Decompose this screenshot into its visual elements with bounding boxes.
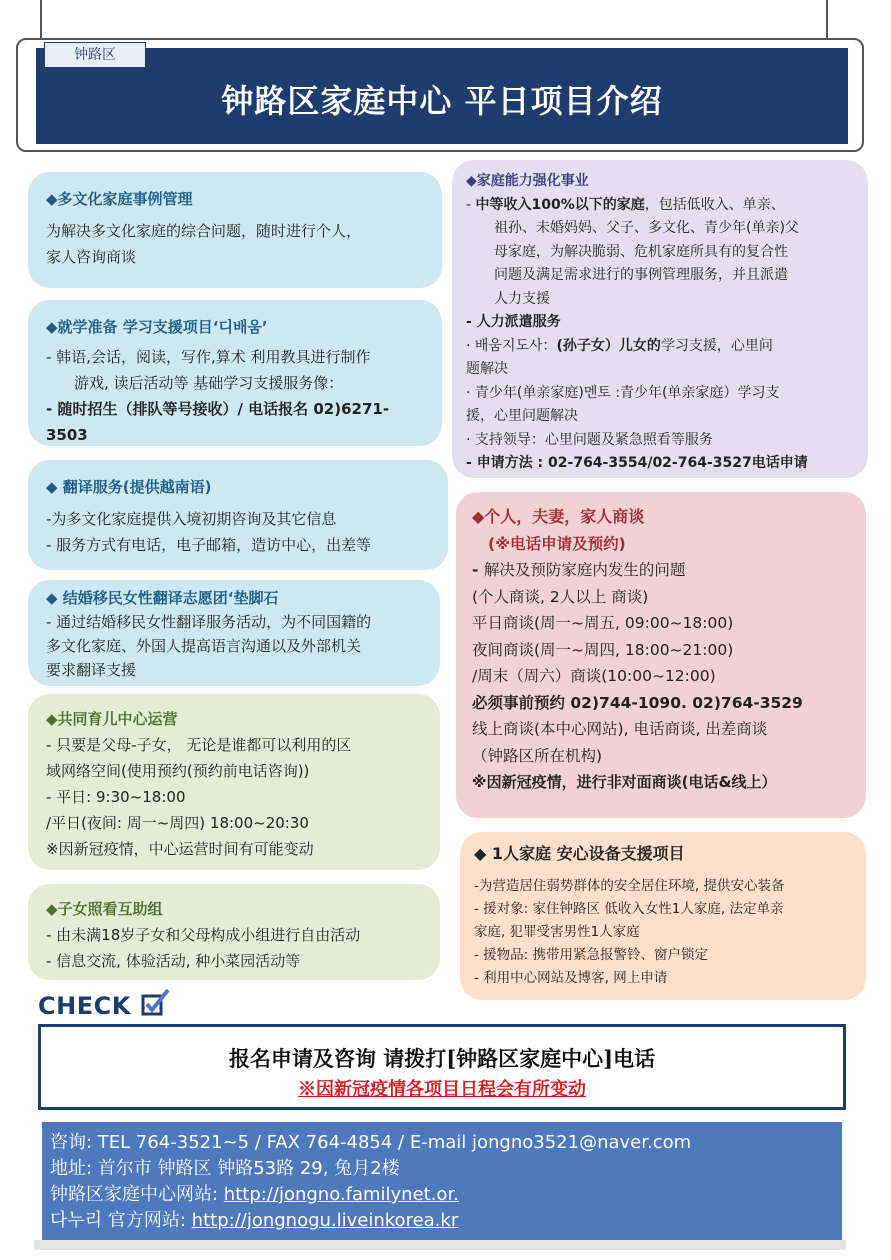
single-household-line-3: 家庭, 犯罪受害男性1人家庭 — [474, 924, 640, 940]
translation-line-2: - 服务方式有电话，电子邮箱，造访中心，出差等 — [46, 536, 372, 554]
school-prep-title: ◆就学准备 学习支援项目‘디배움’ — [46, 318, 268, 336]
capacity-l4-cont: 援，心里问题解决 — [466, 408, 578, 424]
contact-shadow — [34, 1240, 846, 1250]
center-site-label: 钟路区家庭中心网站: — [50, 1184, 224, 1205]
school-prep-line-2: 游戏, 读后活动等 基础学习支援服务像： — [74, 374, 344, 392]
translation-title: ◆ 翻译服务(提供越南语) — [46, 478, 212, 496]
notice-box — [38, 1024, 846, 1110]
multicultural-line-2: 家人咨询商谈 — [46, 248, 137, 266]
danuri-site-link[interactable]: http://jongnogu.liveinkorea.kr — [191, 1210, 459, 1231]
counsel-subtitle: (※电话申请及预约) — [488, 534, 626, 553]
volunteer-line-2: 多文化家庭、外国人提高语言沟通以及外部机关 — [46, 637, 362, 655]
capacity-l1-cont-4: 人力支援 — [494, 290, 550, 307]
capacity-l1-cont-1: 祖孙、未婚妈妈、父子、多文化、青少年(单亲)父 — [494, 220, 799, 236]
counsel-line-1: 解决及预防家庭内发生的问题 — [483, 561, 686, 579]
check-label: CHECK — [38, 992, 131, 1020]
counsel-line-5: /周末（周六）商谈(10:00~12:00) — [472, 667, 716, 685]
childcare-line-1: - 只要是父母-子女， 无论是谁都可以利用的区 — [46, 736, 352, 754]
single-household-line-1: -为营造居住弱势群体的安全居住环境, 提供安心装备 — [474, 878, 785, 894]
childcare-line-5: ※因新冠疫情，中心运营时间有可能变动 — [46, 840, 314, 858]
counsel-line-4: 夜间商谈(周一~周四, 18:00~21:00) — [472, 640, 734, 659]
volunteer-title: ◆ 结婚移民女性翻译志愿团‘垫脚石 — [46, 589, 279, 607]
multicultural-case-box — [28, 172, 442, 288]
capacity-l3-c: 学习支援，心里问 — [660, 337, 773, 354]
mutual-aid-line-2: - 信息交流, 体验活动, 种小菜园活动等 — [46, 952, 301, 970]
volunteer-line-3: 要求翻译支援 — [46, 661, 137, 679]
mutual-aid-title: ◆子女照看互助组 — [46, 900, 163, 918]
header-right-rule — [826, 0, 828, 40]
counsel-line-7: （钟路区所在机构) — [472, 746, 603, 765]
translation-line-1: -为多文化家庭提供入境初期咨询及其它信息 — [46, 510, 337, 528]
mutual-aid-line-1: - 由未满18岁子女和父母构成小组进行自由活动 — [46, 926, 361, 944]
counsel-line-2: (个人商谈, 2人以上 商谈) — [472, 587, 649, 606]
counsel-line-3: 平日商谈(周一~周五, 09:00~18:00) — [472, 614, 734, 632]
school-prep-line-4: 3503 — [46, 426, 88, 444]
capacity-box: ◆家庭能力强化事业 - 中等收入100%以下的家庭，包括低收入、单亲、 祖孙、未婚妈妈、父子、多文化、青少年(单亲)父 母家庭，为解决脆弱、危机家庭所具有的复合性 问题及满足需求进行的事例管理服务，并且派遣 人力支援 - 人力派遣服务 · 배움지도사：(孙子女）儿女的学习支援，心里问 题解决 · 青少年(单亲家庭)멘토 :青少年(单亲家庭）学习支 援，心里问题解决 · 支持领导：心里问题及紧急照看等服务 - 申请方法 : 02-764-3554/02-764-3527电话申请 — [452, 160, 868, 478]
capacity-title: ◆家庭能力强化事业 — [466, 173, 589, 189]
single-household-line-4: - 援物品: 携带用紧急报警铃、窗户锁定 — [474, 947, 709, 963]
volunteer-line-1: - 通过结婚移民女性翻译服务活动，为不同国籍的 — [46, 613, 372, 631]
childcare-line-3: - 平日: 9:30~18:00 — [46, 788, 186, 806]
district-tag: 钟路区 — [44, 42, 146, 68]
childcare-line-2: 域网络空间(使用预约(预约前电话咨询)) — [46, 762, 310, 780]
capacity-l5: · 支持领导：心里问题及紧急照看等服务 — [466, 431, 713, 448]
multicultural-line-1: 为解决多文化家庭的综合问题，随时进行个人， — [46, 222, 362, 240]
mutual-aid-box — [28, 884, 440, 980]
volunteer-box — [28, 580, 440, 686]
childcare-title: ◆共同育儿中心运营 — [46, 710, 178, 728]
danuri-site-label: 다누리 官方网站: — [50, 1210, 192, 1231]
school-prep-line-3: - 随时招生（排队等号接收）/ 电话报名 02)6271- — [46, 400, 390, 418]
translation-box — [28, 460, 448, 570]
counsel-covid-note: ※因新冠疫情，进行非对面商谈(电话&线上） — [472, 773, 777, 791]
capacity-l1-rest: ，包括低收入、单亲、 — [644, 196, 785, 213]
single-household-title: ◆ 1人家庭 安心设备支援项目 — [474, 844, 685, 863]
single-household-box — [460, 832, 866, 1000]
capacity-l1-bold: 中等收入100%以下的家庭 — [475, 196, 645, 213]
notice-covid-text: ※因新冠疫情各项目日程会有所变动 — [298, 1079, 586, 1100]
childcare-box — [28, 694, 440, 870]
school-prep-line-1: - 韩语,会话，阅读，写作,算术 利用教具进行制作 — [46, 348, 371, 366]
contact-phone-line: 咨询: TEL 764-3521~5 / FAX 764-4854 / E-mail jongno3521@naver.com — [50, 1132, 692, 1153]
capacity-l3-a: · 배움지도사： — [466, 337, 557, 354]
counsel-title: ◆个人，夫妻，家人商谈 — [472, 507, 645, 526]
checkbox-check-icon — [140, 988, 170, 1018]
counsel-line-6: 线上商谈(本中心网站), 电话商谈, 出差商谈 — [472, 720, 768, 738]
notice-apply-text: 报名申请及咨询 请拨打[钟路区家庭中心]电话 — [228, 1046, 656, 1071]
childcare-line-4: /平日(夜间: 周一~周四) 18:00~20:30 — [46, 814, 309, 832]
center-site-link[interactable]: http://jongno.familynet.or. — [223, 1184, 459, 1205]
page-title: 钟路区家庭中心 平日项目介绍 — [221, 82, 663, 120]
contact-address-line: 地址: 首尔市 钟路区 钟路53路 29, 兔月2楼 — [50, 1158, 400, 1179]
capacity-l1-cont-2: 母家庭，为解决脆弱、危机家庭所具有的复合性 — [494, 243, 788, 260]
school-prep-box — [28, 300, 442, 446]
counsel-box: ◆个人，夫妻，家人商谈 (※电话申请及预约) - 解决及预防家庭内发生的问题 (个人商谈, 2人以上 商谈) 平日商谈(周一~周五, 09:00~18:00) 夜间商谈(周一~周四, 18:00~21:00) /周末（周六）商谈(10:00~12:00) 必须事前预约 02)744-1090. 02)764-3529 线上商谈(本中心网站), 电话商谈, 出差商谈 （钟路区所在机构) ※因新冠疫情，进行非对面商谈(电话&线上） — [456, 492, 866, 818]
capacity-l3-b: (孙子女）儿女的 — [556, 337, 661, 354]
header-left-rule — [40, 0, 42, 40]
capacity-l3-cont: 题解决 — [466, 361, 508, 377]
capacity-l2: 人力派遣服务 — [476, 314, 561, 330]
capacity-l1-cont-3: 问题及满足需求进行的事例管理服务，并且派遣 — [494, 267, 788, 283]
single-household-line-5: - 利用中心网站及博客, 网上申请 — [474, 970, 668, 986]
capacity-l4: · 青少年(单亲家庭)멘토 :青少年(单亲家庭）学习支 — [466, 384, 780, 401]
counsel-reservation: 必须事前预约 02)744-1090. 02)764-3529 — [472, 693, 803, 712]
capacity-l6: 申请方法 : 02-764-3554/02-764-3527电话申请 — [476, 455, 808, 471]
multicultural-title: ◆多文化家庭事例管理 — [46, 190, 193, 208]
contact-panel — [42, 1122, 842, 1240]
single-household-line-2: - 援对象: 家住钟路区 低收入女性1人家庭, 法定单亲 — [474, 901, 784, 917]
